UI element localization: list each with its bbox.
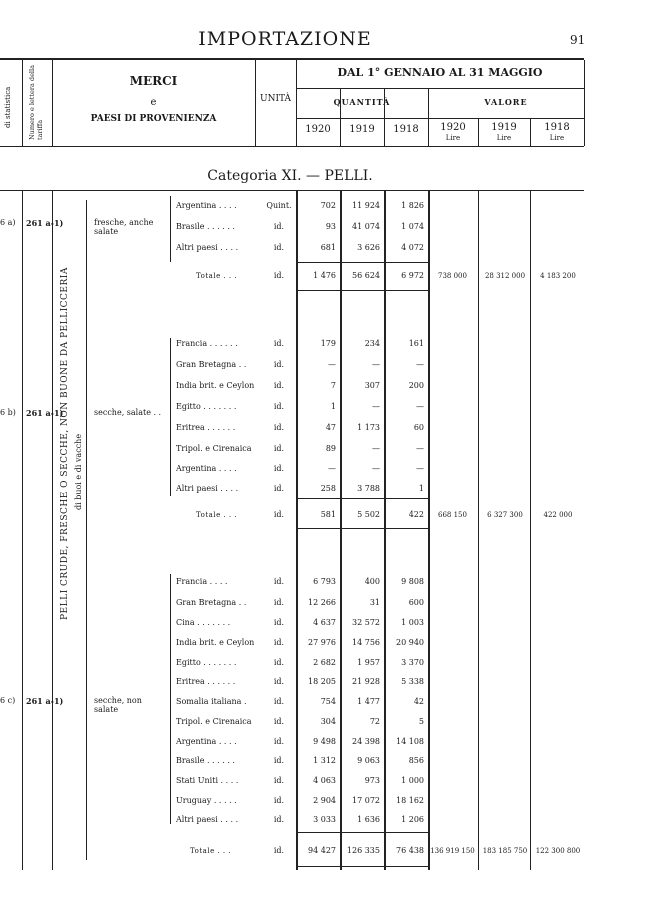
quantity-1919: — bbox=[372, 464, 380, 473]
tariff-number: 261 a-1) bbox=[26, 408, 64, 418]
quantity-1918: 161 bbox=[408, 339, 424, 348]
quantity-1919: 400 bbox=[364, 577, 380, 586]
group-description: fresche, anche salate bbox=[94, 218, 154, 236]
divider bbox=[428, 190, 430, 870]
quantity-1920: 2 904 bbox=[313, 796, 336, 805]
quantity-1919: 1 636 bbox=[357, 815, 380, 824]
quantity-1919: 31 bbox=[369, 598, 380, 607]
unit-cell: id. bbox=[273, 464, 285, 473]
quantity-1919: 14 756 bbox=[352, 638, 380, 647]
tariff-number: 261 a-1) bbox=[26, 696, 64, 706]
quantity-1920: 681 bbox=[320, 243, 336, 252]
quantity-1918: — bbox=[416, 464, 424, 473]
year-header: 1918 bbox=[544, 122, 570, 133]
quantity-1919: 32 572 bbox=[352, 618, 380, 627]
country-cell: India brit. e Ceylon bbox=[176, 638, 255, 647]
year-header: 1919 bbox=[349, 124, 375, 135]
divider bbox=[22, 60, 23, 146]
subtotal-rule bbox=[298, 498, 428, 499]
unit-cell: id. bbox=[273, 737, 285, 746]
quantity-1920: 3 033 bbox=[313, 815, 336, 824]
divider bbox=[384, 190, 386, 870]
unit-cell: id. bbox=[273, 402, 285, 411]
total-rule bbox=[298, 866, 428, 867]
quantity-1920: 27 976 bbox=[308, 638, 336, 647]
year-header: 1920 bbox=[440, 122, 466, 133]
category-title: Categoria XI. — PELLI. bbox=[207, 168, 373, 184]
total-quantity-1918: 76 438 bbox=[396, 846, 424, 855]
country-cell: Eritrea . . . . . . bbox=[176, 423, 236, 432]
year-header: 1918 bbox=[393, 124, 419, 135]
unit-cell: id. bbox=[273, 717, 285, 726]
country-cell: Altri paesi . . . . bbox=[176, 815, 239, 824]
country-cell: Brasile . . . . . . bbox=[176, 222, 235, 231]
unit-cell: id. bbox=[273, 598, 285, 607]
quantity-1920: 258 bbox=[320, 484, 336, 493]
quantity-1919: 1 477 bbox=[357, 697, 380, 706]
country-cell: Egitto . . . . . . . bbox=[176, 402, 237, 411]
unit-cell: id. bbox=[273, 222, 285, 231]
unit-cell: id. bbox=[273, 339, 285, 348]
quantity-1920: 179 bbox=[320, 339, 336, 348]
country-cell: Altri paesi . . . . bbox=[176, 484, 239, 493]
stat-number: 6 a) bbox=[0, 218, 16, 227]
quantita-header: QUANTITÀ bbox=[333, 97, 391, 107]
quantity-1919: 3 626 bbox=[357, 243, 380, 252]
country-cell: Brasile . . . . . . bbox=[176, 756, 235, 765]
brace bbox=[170, 574, 171, 824]
subtotal-rule bbox=[298, 832, 428, 833]
quantity-1919: 17 072 bbox=[352, 796, 380, 805]
quantity-1918: 200 bbox=[408, 381, 424, 390]
quantity-1918: 5 bbox=[418, 717, 424, 726]
quantity-1919: 41 074 bbox=[352, 222, 380, 231]
lire-label: Lire bbox=[445, 134, 461, 142]
total-value-1920: 738 000 bbox=[438, 272, 467, 280]
quantity-1919: 24 398 bbox=[352, 737, 380, 746]
divider bbox=[478, 190, 479, 870]
quantity-1920: 89 bbox=[325, 444, 336, 453]
quantity-1918: — bbox=[416, 360, 424, 369]
quantity-1920: 2 682 bbox=[313, 658, 336, 667]
unit-cell: id. bbox=[273, 271, 285, 280]
valore-header: VALORE bbox=[484, 97, 528, 107]
country-cell: Eritrea . . . . . . bbox=[176, 677, 236, 686]
brace bbox=[86, 200, 87, 860]
quantity-1919: — bbox=[372, 444, 380, 453]
quantity-1918: — bbox=[416, 402, 424, 411]
quantity-1920: 702 bbox=[320, 201, 336, 210]
country-cell: Stati Uniti . . . . bbox=[176, 776, 239, 785]
stat-number: 6 c) bbox=[0, 696, 16, 705]
total-label: Totale . . . bbox=[190, 847, 232, 855]
quantity-1918: 1 000 bbox=[401, 776, 424, 785]
quantity-1919: 72 bbox=[369, 717, 380, 726]
quantity-1918: 20 940 bbox=[396, 638, 424, 647]
quantity-1919: 9 063 bbox=[357, 756, 380, 765]
year-header: 1919 bbox=[491, 122, 517, 133]
tariff-number: 261 a-1) bbox=[26, 218, 64, 228]
unita-header: UNITÀ bbox=[259, 94, 292, 104]
divider bbox=[52, 190, 53, 870]
page-number: 91 bbox=[570, 33, 586, 47]
divider bbox=[530, 190, 531, 870]
total-rule bbox=[298, 290, 428, 291]
total-quantity-1920: 581 bbox=[320, 510, 336, 519]
lire-label: Lire bbox=[496, 134, 512, 142]
unit-cell: id. bbox=[273, 577, 285, 586]
quantity-1920: 304 bbox=[320, 717, 336, 726]
quantity-1919: 1 957 bbox=[357, 658, 380, 667]
country-cell: Argentina . . . . bbox=[176, 464, 237, 473]
country-cell: Cina . . . . . . . bbox=[176, 618, 231, 627]
side-label-sub: di buoi e di vacche bbox=[74, 433, 83, 510]
quantity-1918: 14 108 bbox=[396, 737, 424, 746]
country-cell: Tripol. e Cirenaica bbox=[176, 444, 252, 453]
quantity-1920: — bbox=[328, 360, 336, 369]
country-cell: Uruguay . . . . . bbox=[176, 796, 237, 805]
brace bbox=[170, 338, 171, 496]
country-cell: Altri paesi . . . . bbox=[176, 243, 239, 252]
total-quantity-1920: 94 427 bbox=[308, 846, 336, 855]
country-cell: Francia . . . . bbox=[176, 577, 228, 586]
quantity-1918: 9 808 bbox=[401, 577, 424, 586]
unit-cell: id. bbox=[273, 846, 285, 855]
country-cell: Gran Bretagna . . bbox=[176, 360, 247, 369]
quantity-1920: 18 205 bbox=[308, 677, 336, 686]
unit-cell: id. bbox=[273, 243, 285, 252]
country-cell: Egitto . . . . . . . bbox=[176, 658, 237, 667]
quantity-1918: 42 bbox=[413, 697, 424, 706]
quantity-1919: 21 928 bbox=[352, 677, 380, 686]
total-value-1918: 422 000 bbox=[543, 511, 573, 519]
country-cell: Gran Bretagna . . bbox=[176, 598, 247, 607]
unit-cell: Quint. bbox=[266, 201, 292, 210]
side-label-main: PELLI CRUDE, FRESCHE O SECCHE, NON BUONE DA PELLICCERIA bbox=[60, 267, 70, 620]
quantity-1918: 856 bbox=[408, 756, 424, 765]
total-quantity-1918: 6 972 bbox=[401, 271, 424, 280]
category-rule bbox=[0, 190, 584, 191]
quantity-1920: 4 637 bbox=[313, 618, 336, 627]
quantity-1920: 6 793 bbox=[313, 577, 336, 586]
quantity-1918: 1 003 bbox=[401, 618, 424, 627]
stat-number: 6 b) bbox=[0, 408, 16, 417]
total-value-1919: 6 327 300 bbox=[487, 511, 523, 519]
quantity-1919: 1 173 bbox=[357, 423, 380, 432]
country-cell: Argentina . . . . bbox=[176, 737, 237, 746]
quantity-1918: 1 bbox=[418, 484, 424, 493]
quantity-1919: 11 924 bbox=[352, 201, 380, 210]
stat-number-header: di statistica bbox=[4, 86, 12, 128]
country-cell: India brit. e Ceylon bbox=[176, 381, 255, 390]
unit-cell: id. bbox=[273, 381, 285, 390]
divider bbox=[584, 60, 585, 146]
period-header: DAL 1° GENNAIO AL 31 MAGGIO bbox=[337, 66, 543, 79]
unit-cell: id. bbox=[273, 484, 285, 493]
total-value-1919: 28 312 000 bbox=[484, 272, 526, 280]
quantity-1920: 7 bbox=[330, 381, 336, 390]
unit-cell: id. bbox=[273, 815, 285, 824]
total-quantity-1919: 126 335 bbox=[346, 846, 380, 855]
quantity-1918: 1 074 bbox=[401, 222, 424, 231]
unit-cell: id. bbox=[273, 444, 285, 453]
divider bbox=[22, 190, 23, 870]
quantity-1919: 234 bbox=[364, 339, 380, 348]
total-quantity-1920: 1 476 bbox=[313, 271, 336, 280]
quantity-1919: — bbox=[372, 360, 380, 369]
total-value-1918: 4 183 200 bbox=[540, 272, 576, 280]
page-title: IMPORTAZIONE bbox=[198, 28, 372, 50]
unit-cell: id. bbox=[273, 423, 285, 432]
total-rule bbox=[298, 528, 428, 529]
subtotal-rule bbox=[298, 262, 428, 263]
quantity-1920: 9 498 bbox=[313, 737, 336, 746]
quantity-1918: 1 206 bbox=[401, 815, 424, 824]
quantity-1920: 1 bbox=[330, 402, 336, 411]
divider bbox=[296, 88, 584, 89]
quantity-1918: 18 162 bbox=[396, 796, 424, 805]
unit-cell: id. bbox=[273, 697, 285, 706]
group-description: secche, salate . . bbox=[94, 408, 162, 417]
total-label: Totale . . . bbox=[196, 272, 238, 280]
total-quantity-1918: 422 bbox=[408, 510, 424, 519]
quantity-1918: 600 bbox=[408, 598, 424, 607]
lire-label: Lire bbox=[549, 134, 565, 142]
quantity-1920: 4 063 bbox=[313, 776, 336, 785]
tariff-header: Numero e lettera della tariffa bbox=[28, 65, 44, 140]
country-cell: Francia . . . . . . bbox=[176, 339, 238, 348]
quantity-1920: 754 bbox=[320, 697, 336, 706]
divider bbox=[340, 190, 342, 870]
quantity-1918: 60 bbox=[413, 423, 424, 432]
quantity-1920: 1 312 bbox=[313, 756, 336, 765]
total-quantity-1919: 5 502 bbox=[357, 510, 380, 519]
divider bbox=[296, 118, 584, 119]
unit-cell: id. bbox=[273, 638, 285, 647]
country-cell: Argentina . . . . bbox=[176, 201, 237, 210]
quantity-1920: — bbox=[328, 464, 336, 473]
quantity-1920: 12 266 bbox=[308, 598, 336, 607]
unit-cell: id. bbox=[273, 677, 285, 686]
unit-cell: id. bbox=[273, 618, 285, 627]
quantity-1918: — bbox=[416, 444, 424, 453]
quantity-1920: 93 bbox=[325, 222, 336, 231]
total-quantity-1919: 56 624 bbox=[352, 271, 380, 280]
unit-cell: id. bbox=[273, 796, 285, 805]
paesi-header: PAESI DI PROVENIENZA bbox=[90, 114, 217, 124]
quantity-1919: 973 bbox=[364, 776, 380, 785]
merci-header: MERCI bbox=[129, 74, 178, 88]
quantity-1919: 3 788 bbox=[357, 484, 380, 493]
total-value-1920: 668 150 bbox=[438, 511, 467, 519]
unit-cell: id. bbox=[273, 756, 285, 765]
header-bottom-rule bbox=[0, 146, 584, 147]
quantity-1920: 47 bbox=[325, 423, 336, 432]
brace bbox=[170, 196, 171, 262]
quantity-1919: — bbox=[372, 402, 380, 411]
unit-cell: id. bbox=[273, 776, 285, 785]
total-value-1920: 136 919 150 bbox=[430, 847, 475, 855]
divider bbox=[296, 190, 298, 870]
total-value-1919: 183 185 750 bbox=[482, 847, 528, 855]
total-label: Totale . . . bbox=[196, 511, 238, 519]
e-header: e bbox=[150, 97, 157, 108]
year-header: 1920 bbox=[305, 124, 331, 135]
group-description: secche, non salate bbox=[94, 696, 142, 714]
unit-cell: id. bbox=[273, 360, 285, 369]
unit-cell: id. bbox=[273, 658, 285, 667]
country-cell: Somalia italiana . bbox=[176, 697, 247, 706]
quantity-1919: 307 bbox=[364, 381, 380, 390]
quantity-1918: 3 370 bbox=[401, 658, 424, 667]
quantity-1918: 5 338 bbox=[401, 677, 424, 686]
total-value-1918: 122 300 800 bbox=[535, 847, 581, 855]
unit-cell: id. bbox=[273, 510, 285, 519]
quantity-1918: 1 826 bbox=[401, 201, 424, 210]
quantity-1918: 4 072 bbox=[401, 243, 424, 252]
header-top-rule bbox=[0, 58, 584, 60]
country-cell: Tripol. e Cirenaica bbox=[176, 717, 252, 726]
